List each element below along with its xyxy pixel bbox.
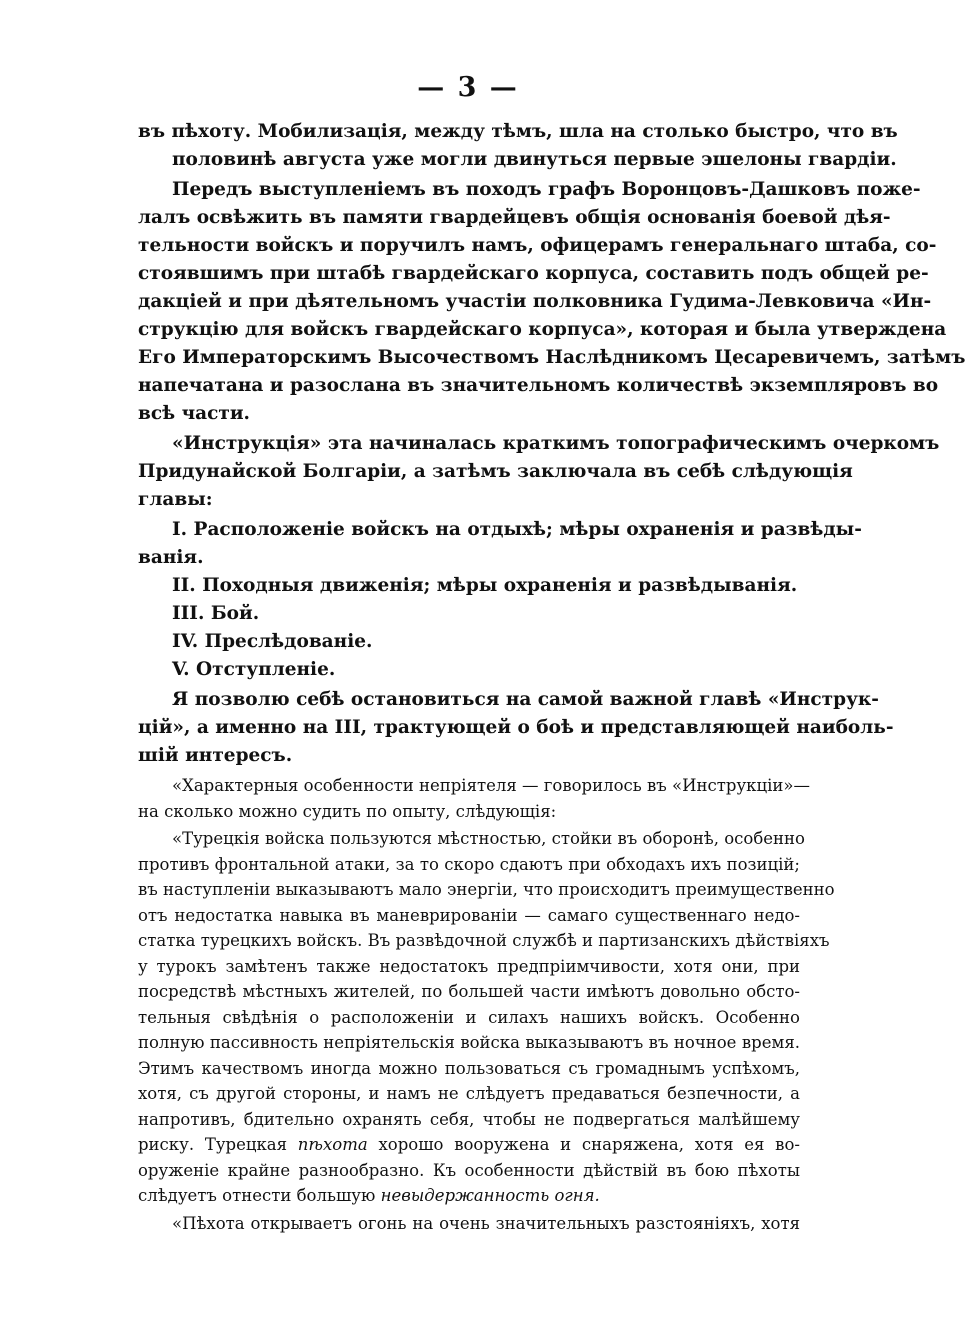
chapter-list: [138, 516, 862, 684]
paragraph-4: [138, 686, 894, 770]
quoted-instruction: [138, 773, 835, 1236]
chapter-item: III. Бой.: [172, 603, 260, 624]
text-line: посредствѣ мѣстныхъ жителей, по большей части имѣютъ довольно обсто-: [138, 982, 800, 1001]
paragraph-2: [138, 176, 965, 428]
text-line: цій», а именно на III, трактующей о боѣ и представляющей наиболь-: [138, 717, 894, 738]
text-line: струкцію для войскъ гвардейскаго корпуса», которая и была утверждена: [138, 319, 947, 340]
text-line: тельныя свѣдѣнія о расположеніи и силахъ нашихъ войскъ. Особенно: [138, 1007, 800, 1027]
chapter-item: IV. Преслѣдованіе.: [172, 631, 373, 652]
text-line: статка турецкихъ войскъ. Въ развѣдочной службѣ и партизанскихъ дѣйствіяхъ: [138, 931, 830, 950]
text-line: напротивъ, бдительно охранять себя, чтобы не подвергаться малѣйшему: [138, 1109, 800, 1129]
text-line: «Пѣхота открываетъ огонь на очень значительныхъ разстояніяхъ, хотя: [172, 1213, 800, 1233]
text-line: напечатана и разослана въ значительномъ количествѣ экземпляровъ во: [138, 375, 939, 396]
text-line: дакціей и при дѣятельномъ участіи полковника Гудима-Левковича «Ин-: [138, 291, 932, 312]
text-line: «Турецкія войска пользуются мѣстностью, стойки въ оборонѣ, особенно: [172, 829, 805, 848]
text-line: на сколько можно судить по опыту, слѣдующія:: [138, 801, 557, 821]
text-segment: хорошо вооружена и снаряжена, хотя ея во-: [367, 1135, 800, 1154]
text-line: половинѣ августа уже могли двинуться первые эшелоны гвардіи.: [172, 149, 897, 170]
chapter-item: V. Отступленіе.: [172, 659, 336, 680]
text-line: лалъ освѣжить въ памяти гвардейцевъ общія основанія боевой дѣя-: [138, 207, 891, 228]
text-line: противъ фронтальной атаки, за то скоро сдаютъ при обходахъ ихъ позицій;: [138, 854, 800, 874]
text-segment: слѣдуетъ отнести большую: [138, 1186, 381, 1205]
text-line: отъ недостатка навыка въ маневрированіи — самаго существеннаго недо-: [138, 905, 800, 925]
text-line: оруженіе крайне разнообразно. Къ особенности дѣйствій въ бою пѣхоты: [138, 1160, 800, 1180]
emphasis-text: невыдержанность огня.: [380, 1186, 600, 1205]
quote-paragraph-1: [138, 773, 810, 824]
page-number: — 3 —: [417, 72, 519, 103]
emphasis-text: пѣхота: [297, 1135, 368, 1154]
text-line: всѣ части.: [138, 403, 250, 424]
text-line: тельности войскъ и поручилъ намъ, офицерамъ генеральнаго штаба, со-: [138, 235, 937, 256]
quote-paragraph-3: [138, 1211, 800, 1237]
text-line-with-emphasis: [138, 1132, 800, 1158]
paragraph-3: [138, 430, 940, 514]
text-line: «Характерныя особенности непріятеля — говорилось въ «Инструкціи»—: [172, 776, 810, 795]
text-segment: риску. Турецкая: [138, 1135, 298, 1154]
text-line-with-emphasis: [138, 1183, 800, 1209]
text-line: шій интересъ.: [138, 745, 293, 766]
text-line: въ пѣхоту. Мобилизація, между тѣмъ, шла на столько быстро, что въ: [138, 121, 898, 142]
text-line: Придунайской Болгаріи, а затѣмъ заключала въ себѣ слѣдующія: [138, 461, 853, 482]
text-line: въ наступленіи выказываютъ мало энергіи, что происходитъ преимущественно: [138, 880, 835, 899]
text-line: главы:: [138, 489, 213, 510]
text-line: полную пассивность непріятельскія войска выказываютъ въ ночное время.: [138, 1033, 800, 1052]
text-line: Его Императорскимъ Высочествомъ Наслѣдникомъ Цесаревичемъ, затѣмъ: [138, 347, 965, 368]
chapter-item-continued: ванія.: [138, 547, 204, 568]
text-line: Я позволю себѣ остановиться на самой важной главѣ «Инструк-: [172, 689, 879, 710]
chapter-item: I. Расположеніе войскъ на отдыхѣ; мѣры охраненія и развѣды-: [172, 519, 862, 540]
chapter-item: II. Походныя движенія; мѣры охраненія и развѣдыванія.: [172, 575, 798, 596]
text-line: «Инструкція» эта начиналась краткимъ топографическимъ очеркомъ: [172, 433, 940, 454]
paragraph-1: [138, 118, 898, 174]
text-line: Этимъ качествомъ иногда можно пользоваться съ громаднымъ успѣхомъ,: [138, 1058, 800, 1078]
main-text: [138, 118, 965, 770]
quote-paragraph-2: [138, 826, 835, 1209]
text-line: хотя, съ другой стороны, и намъ не слѣдуетъ предаваться безпечности, а: [138, 1084, 800, 1103]
text-line: у турокъ замѣтенъ также недостатокъ предпріимчивости, хотя они, при: [138, 956, 800, 976]
text-line: стоявшимъ при штабѣ гвардейскаго корпуса, составить подъ общей ре-: [138, 263, 929, 284]
text-line: Передъ выступленіемъ въ походъ графъ Воронцовъ-Дашковъ поже-: [172, 179, 921, 200]
